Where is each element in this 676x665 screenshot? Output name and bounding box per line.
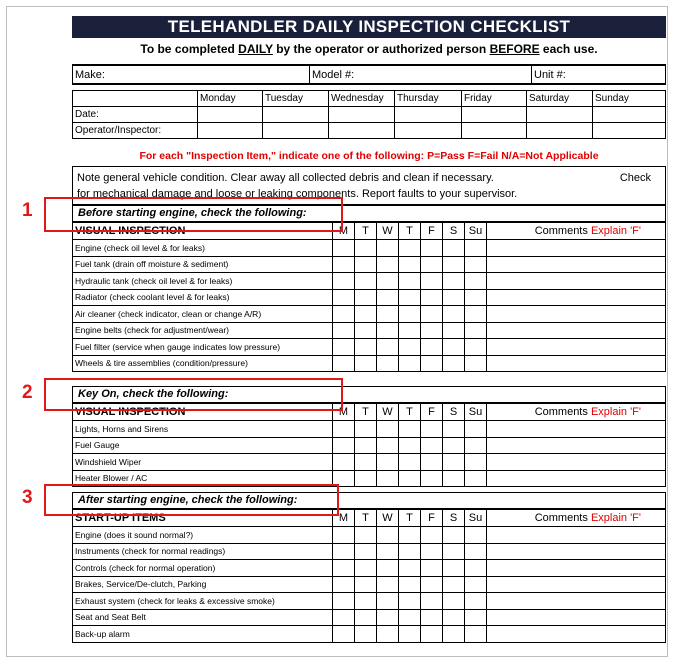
status-cell[interactable] (377, 256, 399, 273)
day-header: Monday (198, 91, 263, 107)
comments-header: Comments Explain 'F' (487, 404, 666, 421)
status-cell[interactable] (377, 454, 399, 471)
status-cell[interactable] (333, 576, 355, 593)
inspection-item: Instruments (check for normal readings) (73, 543, 333, 560)
status-cell[interactable] (399, 306, 421, 323)
inspection-grid (72, 222, 666, 372)
status-cell[interactable] (333, 355, 355, 372)
inspection-item: Engine belts (check for adjustment/wear) (73, 322, 333, 339)
day-header: Friday (462, 91, 527, 107)
inspection-item: Fuel filter (service when gauge indicates low pressure) (73, 339, 333, 356)
status-cell[interactable] (377, 421, 399, 438)
vehicle-info-table (72, 64, 666, 85)
status-cell[interactable] (399, 322, 421, 339)
checklist-row (73, 421, 666, 438)
status-cell[interactable] (465, 306, 487, 323)
inspection-item: Engine (does it sound normal?) (73, 527, 333, 544)
inspection-item: Heater Blower / AC (73, 470, 333, 487)
status-cell[interactable] (443, 240, 465, 257)
checklist-row (73, 355, 666, 372)
status-cell[interactable] (377, 560, 399, 577)
checklist-row (73, 576, 666, 593)
day-code-header: M (333, 223, 355, 240)
status-cell[interactable] (355, 470, 377, 487)
status-cell[interactable] (399, 454, 421, 471)
inspection-item: Seat and Seat Belt (73, 609, 333, 626)
status-cell[interactable] (399, 421, 421, 438)
status-cell[interactable] (421, 240, 443, 257)
grid-header-label: VISUAL INSPECTION (73, 223, 333, 240)
section-heading: After starting engine, check the following: (72, 492, 666, 509)
comment-cell[interactable] (487, 322, 666, 339)
subtitle: To be completed DAILY by the operator or authorized person BEFORE each use. (140, 42, 598, 56)
day-code-header: F (421, 404, 443, 421)
status-cell[interactable] (443, 576, 465, 593)
status-cell[interactable] (421, 454, 443, 471)
callout-box (44, 197, 343, 232)
day-code-header: S (443, 510, 465, 527)
status-cell[interactable] (377, 339, 399, 356)
checklist-row (73, 527, 666, 544)
status-cell[interactable] (355, 421, 377, 438)
inspection-item: Hydraulic tank (check oil level & for leaks) (73, 273, 333, 290)
inspection-item: Brakes, Service/De-clutch, Parking (73, 576, 333, 593)
comment-cell[interactable] (487, 421, 666, 438)
status-cell[interactable] (355, 543, 377, 560)
checklist-row (73, 454, 666, 471)
inspection-item: Fuel tank (drain off moisture & sediment) (73, 256, 333, 273)
checklist-row (73, 306, 666, 323)
day-code-header: W (377, 404, 399, 421)
status-cell[interactable] (355, 289, 377, 306)
status-cell[interactable] (421, 421, 443, 438)
status-cell[interactable] (355, 273, 377, 290)
status-cell[interactable] (421, 470, 443, 487)
status-cell[interactable] (355, 256, 377, 273)
inspection-item: Controls (check for normal operation) (73, 560, 333, 577)
comment-cell[interactable] (487, 339, 666, 356)
status-cell[interactable] (443, 543, 465, 560)
status-cell[interactable] (377, 470, 399, 487)
comment-cell[interactable] (487, 626, 666, 643)
comment-cell[interactable] (487, 527, 666, 544)
status-cell[interactable] (355, 454, 377, 471)
comment-cell[interactable] (487, 560, 666, 577)
comment-cell[interactable] (487, 355, 666, 372)
status-cell[interactable] (377, 576, 399, 593)
comment-cell[interactable] (487, 240, 666, 257)
status-cell[interactable] (333, 626, 355, 643)
day-code-header: S (443, 223, 465, 240)
grid-header-label: START-UP ITEMS (73, 510, 333, 527)
status-cell[interactable] (355, 306, 377, 323)
status-cell[interactable] (465, 543, 487, 560)
status-cell[interactable] (333, 421, 355, 438)
status-cell[interactable] (465, 355, 487, 372)
checklist-row (73, 289, 666, 306)
checklist-row (73, 240, 666, 257)
status-cell[interactable] (399, 576, 421, 593)
status-cell[interactable] (399, 626, 421, 643)
status-cell[interactable] (377, 289, 399, 306)
day-code-header: T (355, 404, 377, 421)
status-cell[interactable] (377, 437, 399, 454)
status-cell[interactable] (355, 437, 377, 454)
status-cell[interactable] (333, 240, 355, 257)
status-cell[interactable] (421, 256, 443, 273)
section-heading: Key On, check the following: (72, 386, 666, 403)
status-cell[interactable] (399, 593, 421, 610)
grid-header-label: VISUAL INSPECTION (73, 404, 333, 421)
checklist-row (73, 437, 666, 454)
status-cell[interactable] (465, 339, 487, 356)
checklist-row (73, 256, 666, 273)
status-cell[interactable] (443, 437, 465, 454)
day-code-header: M (333, 404, 355, 421)
status-cell[interactable] (465, 576, 487, 593)
status-cell[interactable] (355, 576, 377, 593)
inspection-grid (72, 509, 666, 643)
status-cell[interactable] (421, 609, 443, 626)
day-code-header: T (355, 223, 377, 240)
status-cell[interactable] (355, 626, 377, 643)
checklist-row (73, 543, 666, 560)
status-cell[interactable] (421, 273, 443, 290)
status-cell[interactable] (333, 593, 355, 610)
status-cell[interactable] (465, 273, 487, 290)
day-header: Sunday (593, 91, 666, 107)
checklist-row (73, 593, 666, 610)
status-cell[interactable] (333, 306, 355, 323)
status-cell[interactable] (399, 273, 421, 290)
status-cell[interactable] (421, 560, 443, 577)
status-cell[interactable] (443, 593, 465, 610)
status-cell[interactable] (355, 609, 377, 626)
status-cell[interactable] (421, 355, 443, 372)
day-header: Thursday (395, 91, 462, 107)
inspection-item: Exhaust system (check for leaks & excessive smoke) (73, 593, 333, 610)
status-cell[interactable] (465, 609, 487, 626)
callout-number: 1 (22, 200, 33, 221)
inspection-grid (72, 403, 666, 487)
status-cell[interactable] (399, 609, 421, 626)
status-cell[interactable] (443, 256, 465, 273)
status-cell[interactable] (421, 306, 443, 323)
checklist-row (73, 322, 666, 339)
status-cell[interactable] (399, 543, 421, 560)
status-cell[interactable] (377, 240, 399, 257)
model-field[interactable]: Model #: (310, 65, 532, 84)
status-cell[interactable] (421, 437, 443, 454)
status-cell[interactable] (465, 289, 487, 306)
status-cell[interactable] (355, 339, 377, 356)
callout-number: 3 (22, 487, 33, 508)
status-cell[interactable] (421, 543, 443, 560)
days-table (72, 90, 666, 139)
status-cell[interactable] (399, 437, 421, 454)
status-cell[interactable] (333, 256, 355, 273)
status-cell[interactable] (465, 421, 487, 438)
day-code-header: W (377, 510, 399, 527)
status-cell[interactable] (421, 289, 443, 306)
status-cell[interactable] (443, 454, 465, 471)
day-code-header: Su (465, 223, 487, 240)
comment-cell[interactable] (487, 609, 666, 626)
status-cell[interactable] (443, 289, 465, 306)
status-cell[interactable] (355, 355, 377, 372)
inspection-item: Lights, Horns and Sirens (73, 421, 333, 438)
status-cell[interactable] (399, 560, 421, 577)
comments-header: Comments Explain 'F' (487, 223, 666, 240)
comment-cell[interactable] (487, 306, 666, 323)
callout-box (44, 484, 339, 516)
instruction-text: For each "Inspection Item," indicate one of the following: P=Pass F=Fail N/A=Not Applicable (139, 150, 599, 162)
status-cell[interactable] (443, 339, 465, 356)
inspection-item: Windshield Wiper (73, 454, 333, 471)
status-cell[interactable] (333, 454, 355, 471)
day-header: Wednesday (329, 91, 395, 107)
status-cell[interactable] (377, 527, 399, 544)
comment-cell[interactable] (487, 593, 666, 610)
inspection-item: Radiator (check coolant level & for leaks) (73, 289, 333, 306)
inspection-item: Back-up alarm (73, 626, 333, 643)
comment-cell[interactable] (487, 437, 666, 454)
status-cell[interactable] (377, 609, 399, 626)
status-cell[interactable] (421, 626, 443, 643)
status-cell[interactable] (333, 289, 355, 306)
status-cell[interactable] (355, 560, 377, 577)
status-cell[interactable] (443, 306, 465, 323)
date-label: Date: (73, 107, 198, 123)
day-header: Saturday (527, 91, 593, 107)
status-cell[interactable] (465, 560, 487, 577)
status-cell[interactable] (443, 626, 465, 643)
day-code-header: Su (465, 510, 487, 527)
day-code-header: Su (465, 404, 487, 421)
inspection-item: Wheels & tire assemblies (condition/pressure) (73, 355, 333, 372)
status-cell[interactable] (333, 527, 355, 544)
status-cell[interactable] (333, 339, 355, 356)
status-cell[interactable] (465, 322, 487, 339)
status-cell[interactable] (377, 355, 399, 372)
status-cell[interactable] (443, 322, 465, 339)
status-cell[interactable] (465, 240, 487, 257)
day-header: Tuesday (263, 91, 329, 107)
comment-cell[interactable] (487, 576, 666, 593)
status-cell[interactable] (377, 593, 399, 610)
comment-cell[interactable] (487, 454, 666, 471)
status-cell[interactable] (355, 527, 377, 544)
checklist-row (73, 609, 666, 626)
callout-number: 2 (22, 382, 33, 403)
status-cell[interactable] (333, 609, 355, 626)
status-cell[interactable] (333, 322, 355, 339)
section-heading: Before starting engine, check the following: (72, 205, 666, 222)
comment-cell[interactable] (487, 543, 666, 560)
checklist-row (73, 560, 666, 577)
day-code-header: T (399, 223, 421, 240)
status-cell[interactable] (377, 626, 399, 643)
status-cell[interactable] (421, 339, 443, 356)
status-cell[interactable] (443, 355, 465, 372)
checklist-row (73, 339, 666, 356)
day-code-header: T (399, 404, 421, 421)
status-cell[interactable] (355, 240, 377, 257)
inspection-item: Fuel Gauge (73, 437, 333, 454)
status-cell[interactable] (465, 470, 487, 487)
status-cell[interactable] (377, 306, 399, 323)
status-cell[interactable] (399, 355, 421, 372)
status-cell[interactable] (465, 256, 487, 273)
comment-cell[interactable] (487, 470, 666, 487)
comment-cell[interactable] (487, 256, 666, 273)
status-cell[interactable] (333, 543, 355, 560)
status-cell[interactable] (421, 593, 443, 610)
status-cell[interactable] (465, 454, 487, 471)
status-cell[interactable] (443, 560, 465, 577)
day-code-header: T (399, 510, 421, 527)
status-cell[interactable] (465, 437, 487, 454)
inspection-item: Air cleaner (check indicator, clean or change A/R) (73, 306, 333, 323)
status-cell[interactable] (333, 560, 355, 577)
comments-header: Comments Explain 'F' (487, 510, 666, 527)
make-field[interactable]: Make: (73, 65, 310, 84)
status-cell[interactable] (377, 322, 399, 339)
status-cell[interactable] (443, 609, 465, 626)
comment-cell[interactable] (487, 273, 666, 290)
checklist-title: TELEHANDLER DAILY INSPECTION CHECKLIST (72, 16, 666, 38)
status-cell[interactable] (465, 626, 487, 643)
comment-cell[interactable] (487, 289, 666, 306)
status-cell[interactable] (399, 527, 421, 544)
day-code-header: M (333, 510, 355, 527)
status-cell[interactable] (399, 470, 421, 487)
status-cell[interactable] (399, 240, 421, 257)
status-cell[interactable] (465, 593, 487, 610)
status-cell[interactable] (355, 593, 377, 610)
checklist-row (73, 273, 666, 290)
day-code-header: F (421, 510, 443, 527)
status-cell[interactable] (443, 421, 465, 438)
status-cell[interactable] (333, 273, 355, 290)
status-cell[interactable] (333, 437, 355, 454)
status-cell[interactable] (399, 339, 421, 356)
general-note: Note general vehicle condition. Clear away all collected debris and clean if necessary. Check for mechanical damage and loose or leaking components. Report faults to your supervisor. (72, 166, 666, 205)
status-cell[interactable] (465, 527, 487, 544)
checklist-row (73, 626, 666, 643)
status-cell[interactable] (443, 273, 465, 290)
status-cell[interactable] (355, 322, 377, 339)
day-code-header: F (421, 223, 443, 240)
status-cell[interactable] (443, 527, 465, 544)
status-cell[interactable] (421, 527, 443, 544)
status-cell[interactable] (377, 543, 399, 560)
status-cell[interactable] (377, 273, 399, 290)
inspection-item: Engine (check oil level & for leaks) (73, 240, 333, 257)
status-cell[interactable] (421, 576, 443, 593)
callout-box (44, 378, 343, 411)
status-cell[interactable] (399, 256, 421, 273)
status-cell[interactable] (399, 289, 421, 306)
operator-label: Operator/Inspector: (73, 123, 198, 139)
day-code-header: S (443, 404, 465, 421)
unit-field[interactable]: Unit #: (532, 65, 666, 84)
status-cell[interactable] (443, 470, 465, 487)
status-cell[interactable] (421, 322, 443, 339)
day-code-header: T (355, 510, 377, 527)
day-code-header: W (377, 223, 399, 240)
